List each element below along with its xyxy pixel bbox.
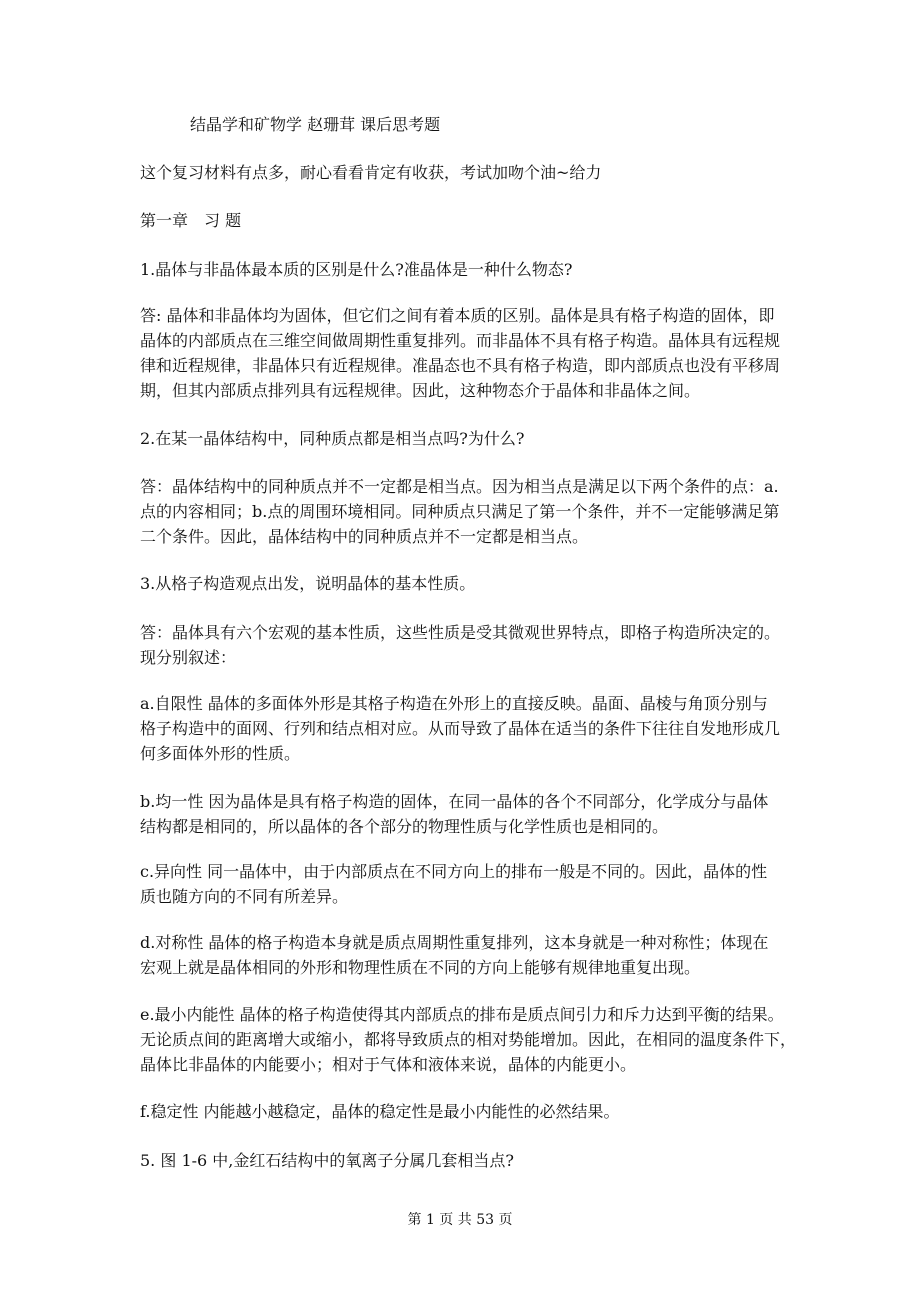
answer-1	[140, 303, 782, 403]
property-a	[140, 691, 782, 766]
paragraph-line: 二个条件。因此，晶体结构中的同种质点并不一定都是相当点。	[140, 527, 589, 546]
property-d	[140, 930, 782, 980]
question-1	[140, 257, 782, 282]
question-5	[140, 1148, 782, 1173]
property-f	[140, 1099, 782, 1124]
paragraph-line: 晶体比非晶体的内能要小；相对于气体和液体来说，晶体的内能更小。	[140, 1055, 637, 1074]
paragraph-line: 无论质点间的距离增大或缩小，都将导致质点的相对势能增加。因此，在相同的温度条件下，	[140, 1030, 797, 1049]
paragraph-line: 1.晶体与非晶体最本质的区别是什么?准晶体是一种什么物态?	[140, 260, 573, 279]
intro-text	[140, 160, 782, 185]
paragraph-line: 律和近程规律，非晶体只有近程规律。准晶态也不具有格子构造，即内部质点也没有平移周	[140, 356, 781, 375]
page-footer: 第 1 页 共 53 页	[407, 1212, 513, 1228]
property-b	[140, 789, 782, 839]
paragraph-line: 答：晶体结构中的同种质点并不一定都是相当点。因为相当点是满足以下两个条件的点：a.	[140, 477, 779, 496]
paragraph-line: 结构都是相同的，所以晶体的各个部分的物理性质与化学性质也是相同的。	[140, 817, 669, 836]
paragraph-line: 宏观上就是晶体相同的外形和物理性质在不同的方向上能够有规律地重复出现。	[140, 958, 701, 977]
intro-line: 这个复习材料有点多，耐心看看肯定有收获，考试加吻个油~给力	[140, 163, 602, 182]
paragraph-line: e.最小内能性 晶体的格子构造使得其内部质点的排布是质点间引力和斥力达到平衡的结果。	[140, 1005, 784, 1024]
answer-2	[140, 474, 782, 549]
chapter-line: 第一章 习 题	[140, 211, 242, 230]
paragraph-line: b.均一性 因为晶体是具有格子构造的固体，在同一晶体的各个不同部分，化学成分与晶体	[140, 792, 769, 811]
paragraph-line: 何多面体外形的性质。	[140, 744, 301, 763]
paragraph-line: 答：晶体具有六个宏观的基本性质，这些性质是受其微观世界特点，即格子构造所决定的。	[140, 623, 781, 642]
paragraph-line: 质也随方向的不同有所差异。	[140, 887, 349, 906]
question-2	[140, 426, 782, 451]
chapter-heading	[140, 208, 782, 233]
paragraph-line: 现分别叙述：	[140, 648, 237, 667]
paragraph-line: 3.从格子构造观点出发，说明晶体的基本性质。	[140, 574, 476, 593]
paragraph-line: 2.在某一晶体结构中，同种质点都是相当点吗?为什么?	[140, 429, 525, 448]
paragraph-line: 5. 图 1-6 中,金红石结构中的氧离子分属几套相当点?	[140, 1151, 514, 1170]
property-c	[140, 859, 782, 909]
paragraph-line: 点的内容相同；b.点的周围环境相同。同种质点只满足了第一个条件，并不一定能够满足第	[140, 502, 780, 521]
paragraph-line: d.对称性 晶体的格子构造本身就是质点周期性重复排列，这本身就是一种对称性；体现在	[140, 933, 769, 952]
document-title: 结晶学和矿物学 赵珊茸 课后思考题	[190, 115, 441, 134]
paragraph-line: f.稳定性 内能越小越稳定，晶体的稳定性是最小内能性的必然结果。	[140, 1102, 620, 1121]
answer-3	[140, 620, 782, 670]
question-3	[140, 571, 782, 596]
paragraph-line: 答: 晶体和非晶体均为固体，但它们之间有着本质的区别。晶体是具有格子构造的固体，即	[140, 306, 775, 325]
paragraph-line: 格子构造中的面网、行列和结点相对应。从而导致了晶体在适当的条件下往往自发地形成几	[140, 719, 781, 738]
paragraph-line: 期，但其内部质点排列具有远程规律。因此，这种物态介于晶体和非晶体之间。	[140, 381, 701, 400]
paragraph-line: a.自限性 晶体的多面体外形是其格子构造在外形上的直接反映。晶面、晶棱与角顶分别与	[140, 694, 768, 713]
paragraph-line: c.异向性 同一晶体中，由于内部质点在不同方向上的排布一般是不同的。因此，晶体的性	[140, 862, 768, 881]
paragraph-line: 晶体的内部质点在三维空间做周期性重复排列。而非晶体不具有格子构造。晶体具有远程规	[140, 331, 781, 350]
property-e	[140, 1002, 797, 1077]
